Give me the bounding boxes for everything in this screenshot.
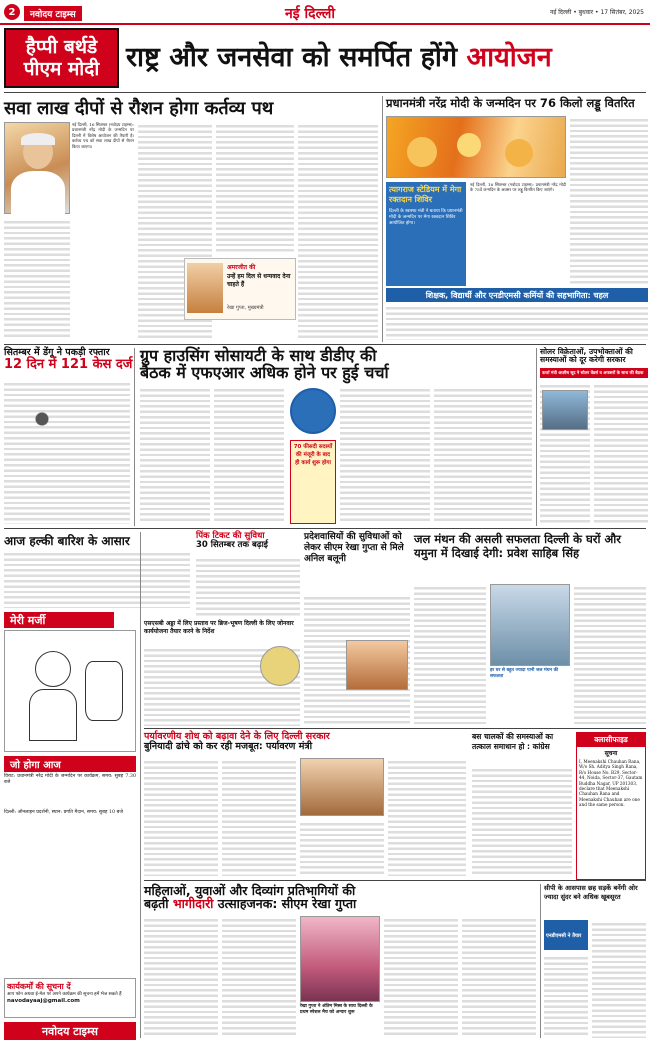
yamuna-body-col2 [574, 584, 646, 724]
band-headline: शिक्षक, विद्यार्थी और एनडीएमसी कर्मियों की सहभागिता: चहल [386, 288, 648, 302]
right-bottom-body-col2 [544, 954, 588, 1038]
rain-headline: आज हल्की बारिश के आसार [4, 534, 130, 548]
right-bottom-body [592, 920, 646, 1038]
housing-body-col3 [340, 386, 430, 524]
housing-badge: 70 फीसदी सदस्यों की मंजूरी के बाद ही कार्य शुरू होगा [290, 440, 336, 524]
paryavaran-headline: पर्यावरणीय शोध को बढ़ावा देने के लिए दिल्ली सरकार बुनियादी ढांचे को कर रही मजबूत: पर्यावरण मंत्री [144, 731, 330, 752]
bottom-photo-caption: रेखा गुप्ता ने अंतिम मिस्त्र के साथ दिल्ली के प्रथम स्पेशल मैच को अन्यार शुरू [300, 1004, 373, 1015]
story1-body-col4 [216, 122, 294, 254]
pink-card-body [196, 556, 300, 616]
story1-headline: सवा लाख दीपों से रौशन होगा कर्तव्य पथ [4, 98, 274, 119]
pradesh-headline: प्रदेशवासियों की सुविधाओं को लेकर सीएम रेखा गुप्ता से मिले अनिल बलूनी [304, 532, 404, 564]
birthday-kicker-box [4, 28, 119, 88]
bas-headline: बस चालकों की समस्याओं का तत्काल समाधान हो : कांग्रेस [472, 732, 554, 751]
classified-box: क्लासीफाइड सूचना I, Meenakshi Chauhan Rana, W/o Sh. Aditya Singh Rana, R/o House No. B29, Sector-44, Noida, Sector-37, Gautam Buddha Nagar, UP 201303, declare that Meenakshi Chauhan Rana and Meenakshi Chauhan are one and the same person. [576, 732, 646, 880]
bottom-body-col1 [144, 916, 218, 1038]
solar-body-col2 [594, 382, 648, 524]
dateline: नई दिल्ली • बुधवार • 17 सितंबर, 2025 [550, 9, 644, 16]
police-logo [260, 646, 300, 686]
housing-body-col2 [214, 386, 284, 524]
minister-photo [300, 758, 384, 816]
story2-headline: प्रधानमंत्री नरेंद्र मोदी के जन्मदिन पर 76 किलो लड्डू वितरित [386, 96, 635, 110]
paper-logo: नवोदय टाइम्स [24, 6, 82, 21]
quote-attribution: रेखा गुप्ता, मुख्यमंत्री [227, 305, 264, 311]
yamuna-headline: जल मंथन की असली सफलता दिल्ली के घरों और यमुना में दिखाई देगी: प्रवेश साहिब सिंह [414, 532, 621, 560]
meri-marzi-box: मेरी मर्जी [4, 612, 114, 628]
rekha-gupta-photo [187, 263, 223, 313]
lead-headline-red: आयोजन [466, 41, 552, 73]
yamuna-body-col1 [414, 584, 486, 724]
yamuna-photo-caption: हर घर से बहुत ज्यादा पानी जल मंथन की सफलता [490, 668, 559, 679]
right-bottom-headline: सीपी के आसपास छह सड़कें बनेंगी ओर ज्यादा सुंदर बने अधिक खूबसूरत [544, 884, 638, 901]
story1-body-col2 [4, 218, 70, 338]
quote-text: उन्हें हम दिल से धन्यवाद देना चाहते हैं [227, 273, 291, 288]
bottom-body-col3 [384, 916, 458, 1038]
paryavaran-body-col2 [222, 758, 296, 876]
paryavaran-body-col1 [144, 758, 218, 876]
page-number: 2 [4, 4, 20, 20]
cartoon [4, 630, 136, 752]
bas-body [472, 766, 572, 876]
solar-headline: सोलर विक्रेताओं, उपभोक्ताओं की समस्याओं को दूर करेगी सरकार [540, 347, 633, 364]
story2-body: नई दिल्ली, 16 सितम्बर (नवोदय टाइम्स): प्रधानमंत्री नरेंद्र मोदी के 75वें जन्मदिन के अवसर पर लड्डू वितरित किए जाएंगे। [470, 182, 566, 193]
bottom-body-col2 [222, 916, 296, 1038]
dengue-headline: सितम्बर में डेंगू ने पकड़ी रफ्तार 12 दिन में 121 केस दर्ज [4, 347, 133, 372]
today-item-1: विराट: प्रधानमंत्री नरेंद्र मोदी के जन्मदिन पर कार्यक्रम, समय: सुबह 7.30 बजे [4, 774, 136, 785]
dengue-body [4, 380, 130, 524]
baluni-photo [346, 640, 408, 690]
lead-headline: राष्ट्र और जनसेवा को समर्पित होंगे आयोजन [126, 41, 552, 73]
blood-camp-box [386, 182, 466, 286]
yamuna-photo [490, 584, 570, 666]
today-item-2: दिल्ली: ऑनलाइन प्रदर्शनी, स्थान: प्रगति मैदान, समय: सुबह 10 बजे [4, 810, 123, 815]
blood-camp-body: दिल्ली के स्वास्थ्य मंत्री ने बताया कि प्रधानमंत्री मोदी के जन्मदिन पर मेगा रक्तदान शिविर आयोजित होगा। [389, 209, 463, 226]
housing-headline: ग्रुप हाउसिंग सोसायटी के साथ डीडीए की बैठक में एफएआर अधिक होने पर हुई चर्चा [140, 346, 389, 382]
footer-brand: नवोदय टाइम्स [4, 1022, 136, 1040]
police-headline: एसएसबी अड्डा में लिए प्रस्ताव पर ब्रिज-भूषण दिल्ली के लिए जोनवार कार्ययोजना तैयार करने के निर्देश [144, 620, 294, 635]
quote-box [184, 258, 296, 320]
quote-label: अमरजीत की [227, 264, 256, 271]
story1-body-col5 [298, 122, 378, 338]
masthead [0, 0, 650, 24]
band-body [386, 304, 648, 340]
mosquito-illustration [20, 404, 64, 434]
today-title: जो होगा आज [4, 756, 136, 772]
story1-body: नई दिल्ली, 16 सितम्बर (नवोदय टाइम्स): प्रधानमंत्री नरेंद्र मोदी के जन्मदिन पर दिल्ली में विशेष आयोजन की तैयारी है। कर्तव्य पथ को सवा लाख दीपों से रौशन किया जाएगा। [72, 122, 134, 149]
bottom-headline-red: भागीदारी [172, 896, 214, 912]
right-bottom-badge: एनडीएमसी ने तैयार [544, 920, 588, 950]
bottom-headline: महिलाओं, युवाओं और दिव्यांग प्रतिभागियों की बढ़ती भागीदारी उत्साहजनक: सीएम रेखा गुप्ता [144, 883, 357, 912]
modi-photo [4, 122, 70, 214]
solar-subhead: ऊर्जा मंत्री आशीष सूद ने सोलर वेंडर्स व अफसरों के साथ की बैठक [540, 368, 648, 378]
story2-side-col [570, 116, 648, 284]
bottom-body-col4 [462, 916, 536, 1038]
pink-card-headline: पिंक टिकट की सुविधा 30 सितम्बर तक बढ़ाई [196, 531, 268, 550]
notice-box: कार्यकर्मों की सूचना दें आप फोन अथवा ई-मेल पर अपने कार्यक्रम की सूचना हमें भेज सकते हैं navodayaaj@gmail.com [4, 978, 136, 1018]
rain-body [4, 550, 190, 608]
bottom-photo [300, 916, 380, 1002]
birthday-kicker: हैप्पी बर्थडे पीएम मोदी [23, 36, 100, 80]
dda-logo [290, 388, 336, 434]
paryavaran-body-col3 [300, 820, 384, 876]
blood-camp-headline: त्यागराज स्टेडियम में मेगा रक्तदान शिविर [389, 185, 462, 204]
city-label: नई दिल्ली [285, 6, 336, 22]
solar-meeting-photo [542, 390, 588, 430]
housing-body-col4 [434, 386, 532, 524]
paryavaran-body-col4 [388, 758, 466, 876]
housing-body-col1 [140, 386, 210, 524]
laddu-distribution-photo [386, 116, 566, 178]
